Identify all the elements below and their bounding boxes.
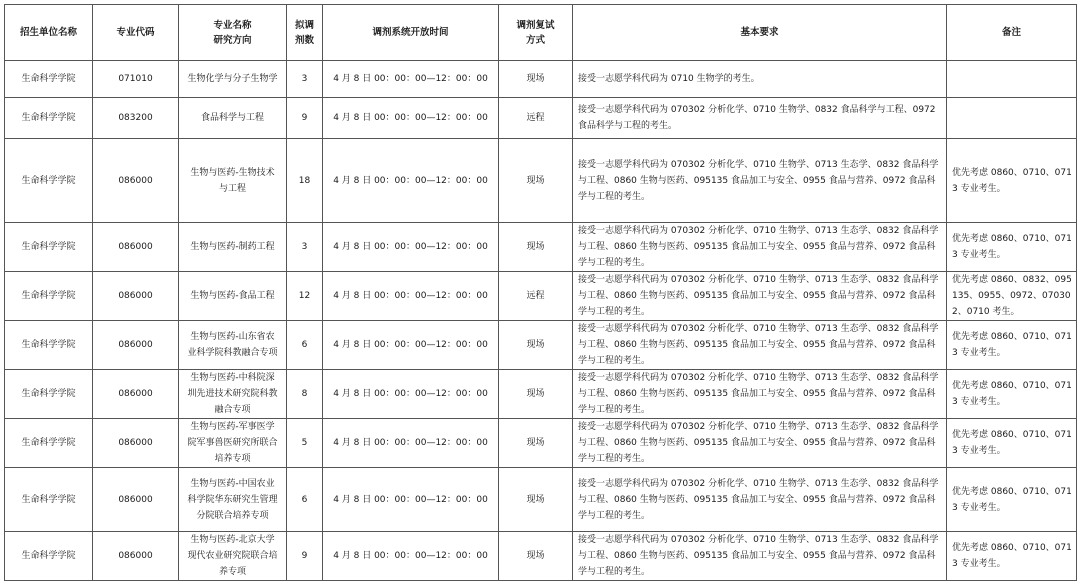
- cell-quota: 3: [287, 61, 323, 98]
- table-row: [5, 98, 1077, 139]
- table-row: [5, 370, 1077, 419]
- cell-requirement: 接受一志愿学科代码为 070302 分析化学、0710 生物学、0713 生态学、0832 食品科学与工程、0860 生物与医药、095135 食品加工与安全、0955 食品与营养、0972 食品科学与工程的考生。: [573, 532, 947, 581]
- cell-unit: 生命科学学院: [5, 419, 93, 468]
- header-note: 备注: [947, 5, 1077, 61]
- cell-unit: 生命科学学院: [5, 223, 93, 272]
- cell-requirement: 接受一志愿学科代码为 0710 生物学的考生。: [573, 61, 947, 98]
- cell-requirement: 接受一志愿学科代码为 070302 分析化学、0710 生物学、0713 生态学、0832 食品科学与工程、0860 生物与医药、095135 食品加工与安全、0955 食品与营养、0972 食品科学与工程的考生。: [573, 370, 947, 419]
- cell-major: 生物与医药-中国农业科学院华东研究生管理分院联合培养专项: [179, 468, 287, 532]
- cell-unit: 生命科学学院: [5, 98, 93, 139]
- cell-requirement: 接受一志愿学科代码为 070302 分析化学、0710 生物学、0713 生态学、0832 食品科学与工程、0860 生物与医药、095135 食品加工与安全、0955 食品与营养、0972 食品科学与工程的考生。: [573, 468, 947, 532]
- cell-mode: 现场: [499, 419, 573, 468]
- cell-time: 4 月 8 日 00：00：00—12：00：00: [323, 139, 499, 223]
- cell-note: [947, 98, 1077, 139]
- header-row: [5, 5, 1077, 61]
- cell-code: 083200: [93, 98, 179, 139]
- cell-unit: 生命科学学院: [5, 272, 93, 321]
- cell-unit: 生命科学学院: [5, 370, 93, 419]
- cell-note: 优先考虑 0860、0710、0713 专业考生。: [947, 532, 1077, 581]
- cell-quota: 5: [287, 419, 323, 468]
- cell-mode: 现场: [499, 321, 573, 370]
- cell-note: 优先考虑 0860、0710、0713 专业考生。: [947, 419, 1077, 468]
- cell-mode: 现场: [499, 532, 573, 581]
- table-row: [5, 419, 1077, 468]
- cell-time: 4 月 8 日 00：00：00—12：00：00: [323, 272, 499, 321]
- cell-code: 071010: [93, 61, 179, 98]
- cell-note: 优先考虑 0860、0710、0713 专业考生。: [947, 468, 1077, 532]
- cell-major: 生物与医药-北京大学现代农业研究院联合培养专项: [179, 532, 287, 581]
- cell-mode: 远程: [499, 98, 573, 139]
- cell-time: 4 月 8 日 00：00：00—12：00：00: [323, 532, 499, 581]
- cell-major: 生物化学与分子生物学: [179, 61, 287, 98]
- cell-note: 优先考虑 0860、0710、0713 专业考生。: [947, 321, 1077, 370]
- cell-code: 086000: [93, 139, 179, 223]
- cell-mode: 现场: [499, 223, 573, 272]
- cell-quota: 9: [287, 98, 323, 139]
- cell-mode: 现场: [499, 139, 573, 223]
- cell-requirement: 接受一志愿学科代码为 070302 分析化学、0710 生物学、0832 食品科学与工程、0972 食品科学与工程的考生。: [573, 98, 947, 139]
- cell-unit: 生命科学学院: [5, 532, 93, 581]
- cell-requirement: 接受一志愿学科代码为 070302 分析化学、0710 生物学、0713 生态学、0832 食品科学与工程、0860 生物与医药、095135 食品加工与安全、0955 食品与营养、0972 食品科学与工程的考生。: [573, 419, 947, 468]
- cell-quota: 9: [287, 532, 323, 581]
- cell-quota: 6: [287, 321, 323, 370]
- cell-mode: 现场: [499, 61, 573, 98]
- cell-requirement: 接受一志愿学科代码为 070302 分析化学、0710 生物学、0713 生态学、0832 食品科学与工程、0860 生物与医药、095135 食品加工与安全、0955 食品与营养、0972 食品科学与工程的考生。: [573, 139, 947, 223]
- cell-quota: 12: [287, 272, 323, 321]
- cell-quota: 3: [287, 223, 323, 272]
- table-body: [5, 61, 1077, 581]
- cell-unit: 生命科学学院: [5, 139, 93, 223]
- header-code: 专业代码: [93, 5, 179, 61]
- cell-time: 4 月 8 日 00：00：00—12：00：00: [323, 468, 499, 532]
- header-unit: 招生单位名称: [5, 5, 93, 61]
- cell-code: 086000: [93, 468, 179, 532]
- table-row: [5, 223, 1077, 272]
- cell-time: 4 月 8 日 00：00：00—12：00：00: [323, 223, 499, 272]
- cell-quota: 8: [287, 370, 323, 419]
- cell-quota: 18: [287, 139, 323, 223]
- header-quota: 拟调 剂数: [287, 5, 323, 61]
- cell-unit: 生命科学学院: [5, 468, 93, 532]
- cell-requirement: 接受一志愿学科代码为 070302 分析化学、0710 生物学、0713 生态学、0832 食品科学与工程、0860 生物与医药、095135 食品加工与安全、0955 食品与营养、0972 食品科学与工程的考生。: [573, 272, 947, 321]
- cell-unit: 生命科学学院: [5, 321, 93, 370]
- header-mode: 调剂复试 方式: [499, 5, 573, 61]
- cell-mode: 远程: [499, 272, 573, 321]
- cell-requirement: 接受一志愿学科代码为 070302 分析化学、0710 生物学、0713 生态学、0832 食品科学与工程、0860 生物与医药、095135 食品加工与安全、0955 食品与营养、0972 食品科学与工程的考生。: [573, 223, 947, 272]
- cell-code: 086000: [93, 370, 179, 419]
- cell-time: 4 月 8 日 00：00：00—12：00：00: [323, 321, 499, 370]
- cell-code: 086000: [93, 272, 179, 321]
- cell-requirement: 接受一志愿学科代码为 070302 分析化学、0710 生物学、0713 生态学、0832 食品科学与工程、0860 生物与医药、095135 食品加工与安全、0955 食品与营养、0972 食品科学与工程的考生。: [573, 321, 947, 370]
- cell-major: 生物与医药-中科院深圳先进技术研究院科教融合专项: [179, 370, 287, 419]
- cell-code: 086000: [93, 532, 179, 581]
- cell-time: 4 月 8 日 00：00：00—12：00：00: [323, 61, 499, 98]
- table-row: [5, 321, 1077, 370]
- cell-note: 优先考虑 0860、0710、0713 专业考生。: [947, 223, 1077, 272]
- header-time: 调剂系统开放时间: [323, 5, 499, 61]
- cell-code: 086000: [93, 419, 179, 468]
- adjustment-table: [4, 4, 1077, 581]
- header-requirement: 基本要求: [573, 5, 947, 61]
- cell-note: [947, 61, 1077, 98]
- header-major: 专业名称 研究方向: [179, 5, 287, 61]
- cell-quota: 6: [287, 468, 323, 532]
- cell-major: 生物与医药-食品工程: [179, 272, 287, 321]
- cell-time: 4 月 8 日 00：00：00—12：00：00: [323, 370, 499, 419]
- cell-major: 食品科学与工程: [179, 98, 287, 139]
- table-row: [5, 468, 1077, 532]
- cell-time: 4 月 8 日 00：00：00—12：00：00: [323, 419, 499, 468]
- cell-note: 优先考虑 0860、0710、0713 专业考生。: [947, 139, 1077, 223]
- cell-note: 优先考虑 0860、0832、095135、0955、0972、070302、0710 考生。: [947, 272, 1077, 321]
- cell-note: 优先考虑 0860、0710、0713 专业考生。: [947, 370, 1077, 419]
- cell-major: 生物与医药-山东省农业科学院科教融合专项: [179, 321, 287, 370]
- table-row: [5, 272, 1077, 321]
- table-row: [5, 139, 1077, 223]
- table-row: [5, 532, 1077, 581]
- cell-code: 086000: [93, 223, 179, 272]
- cell-mode: 现场: [499, 370, 573, 419]
- cell-major: 生物与医药-制药工程: [179, 223, 287, 272]
- cell-unit: 生命科学学院: [5, 61, 93, 98]
- cell-code: 086000: [93, 321, 179, 370]
- cell-mode: 现场: [499, 468, 573, 532]
- cell-major: 生物与医药-生物技术与工程: [179, 139, 287, 223]
- cell-major: 生物与医药-军事医学院军事兽医研究所联合培养专项: [179, 419, 287, 468]
- table-header: [5, 5, 1077, 61]
- cell-time: 4 月 8 日 00：00：00—12：00：00: [323, 98, 499, 139]
- table-row: [5, 61, 1077, 98]
